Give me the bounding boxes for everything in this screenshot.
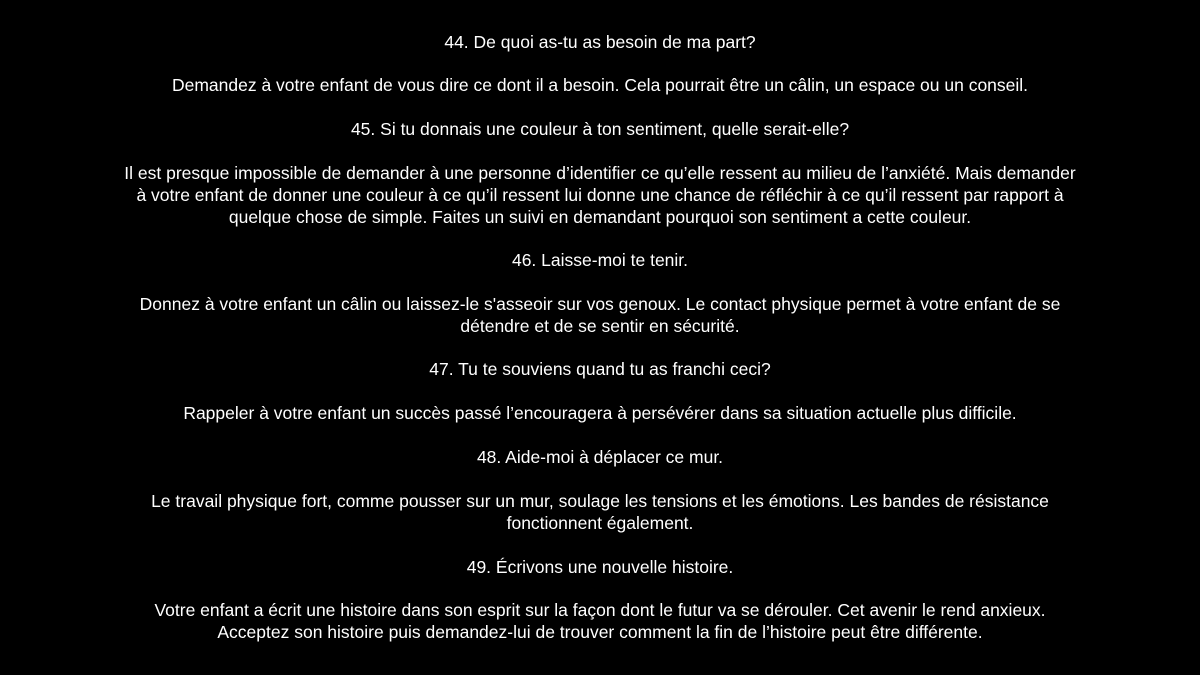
item-46-body-line-1: Donnez à votre enfant un câlin ou laissez-le s'asseoir sur vos genoux. Le contact physique permet à votre enfant de se [139, 294, 1061, 314]
item-49-title: 49. Écrivons une nouvelle histoire. [466, 557, 734, 577]
item-44-title: 44. De quoi as-tu as besoin de ma part? [444, 32, 756, 52]
item-45-title: 45. Si tu donnais une couleur à ton sentiment, quelle serait-elle? [350, 119, 850, 139]
item-48-title: 48. Aide-moi à déplacer ce mur. [476, 447, 724, 467]
item-49-body-line-2: Acceptez son histoire puis demandez-lui de trouver comment la fin de l’histoire peut être différente. [217, 622, 983, 642]
item-46-body-line-2: détendre et de se sentir en sécurité. [460, 316, 740, 336]
item-47-body-line-1: Rappeler à votre enfant un succès passé l’encouragera à persévérer dans sa situation actuelle plus difficile. [183, 403, 1017, 423]
item-45-body-line-2: à votre enfant de donner une couleur à ce qu’il ressent lui donne une chance de réfléchir à ce qu’il ressent par rapport à [136, 185, 1064, 205]
item-48-body-line-1: Le travail physique fort, comme pousser sur un mur, soulage les tensions et les émotions. Les bandes de résistance [151, 491, 1049, 511]
item-47-title: 47. Tu te souviens quand tu as franchi ceci? [429, 359, 771, 379]
item-45-body-line-3: quelque chose de simple. Faites un suivi en demandant pourquoi son sentiment a cette couleur. [228, 207, 972, 227]
item-44-body-line-1: Demandez à votre enfant de vous dire ce dont il a besoin. Cela pourrait être un câlin, un espace ou un conseil. [171, 75, 1029, 95]
item-46-title: 46. Laisse-moi te tenir. [511, 250, 689, 270]
item-49-body-line-1: Votre enfant a écrit une histoire dans son esprit sur la façon dont le futur va se dérouler. Cet avenir le rend anxieux. [154, 600, 1046, 620]
item-45-body-line-1: Il est presque impossible de demander à une personne d’identifier ce qu’elle ressent au milieu de l’anxiété. Mais demander [124, 163, 1076, 183]
item-48-body-line-2: fonctionnent également. [506, 513, 694, 533]
